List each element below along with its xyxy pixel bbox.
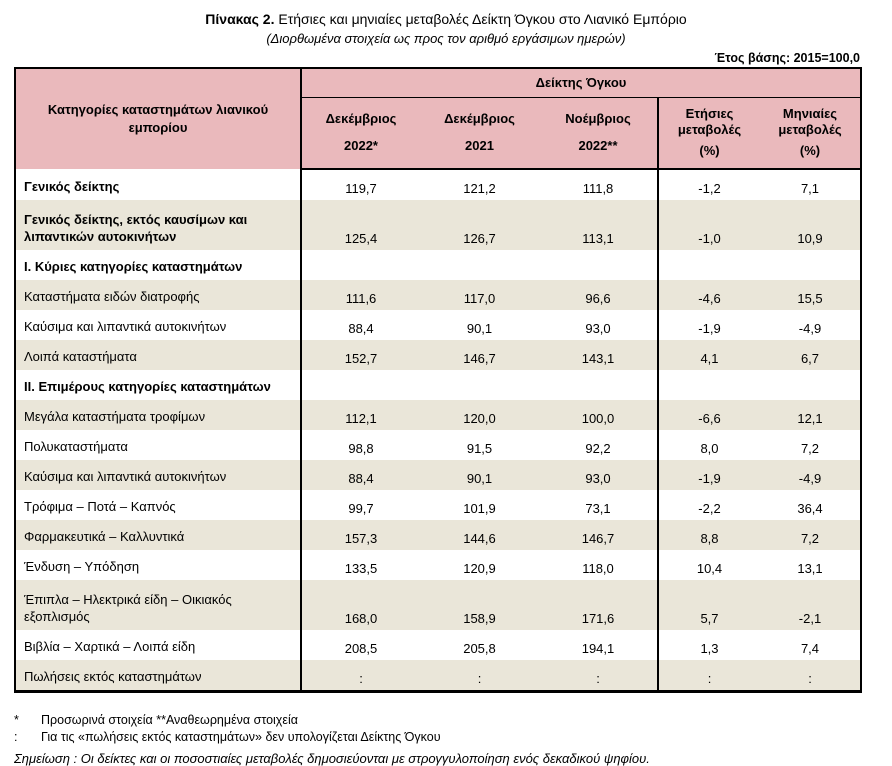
row-label: Βιβλία – Χαρτικά – Λοιπά είδη <box>15 630 301 660</box>
cell-value <box>539 370 658 400</box>
cell-value: 8,8 <box>700 530 719 546</box>
cell-value: : <box>808 670 812 686</box>
cell-value: -1,0 <box>698 230 721 246</box>
column-header-year: 2021 <box>465 138 494 153</box>
cell-value: 5,7 <box>700 610 719 626</box>
row-label: Γενικός δείκτης <box>15 169 301 200</box>
cell-value <box>420 370 539 400</box>
column-header-text: Μηνιαίες μεταβολές <box>778 106 842 138</box>
cell-value: 144,6 <box>463 530 496 546</box>
base-year-label: Έτος βάσης: 2015=100,0 <box>714 50 860 65</box>
table-row <box>15 520 861 550</box>
table-row <box>15 430 861 460</box>
cell-value: 100,0 <box>539 400 658 430</box>
column-header-month: Δεκέμβριος <box>444 110 515 126</box>
cell-value <box>301 250 420 280</box>
table-row <box>15 660 861 692</box>
cell-value: 99,7 <box>348 500 374 516</box>
table-row <box>15 460 861 490</box>
cell-value: 101,9 <box>463 500 496 516</box>
column-header-year: 2022** <box>578 138 618 153</box>
cell-value: 90,1 <box>466 470 493 486</box>
column-header-dec-2022 <box>301 97 420 169</box>
row-label: Λοιπά καταστήματα <box>15 340 301 370</box>
cell-value: -1,9 <box>698 320 721 336</box>
cell-value: 6,7 <box>800 350 820 366</box>
cell-value: 12,1 <box>797 410 823 426</box>
table-row <box>15 200 861 250</box>
volume-index-table <box>14 67 862 693</box>
footnote-marker: * <box>14 712 19 727</box>
cell-value: -1,9 <box>698 470 721 486</box>
row-label: Τρόφιμα – Ποτά – Καπνός <box>15 490 301 520</box>
footnote-colon <box>14 730 860 744</box>
table-row <box>15 490 861 520</box>
footnote-text: Προσωρινά στοιχεία **Αναθεωρημένα στοιχεία <box>41 712 298 727</box>
cell-value: 146,7 <box>463 350 496 366</box>
cell-value: 205,8 <box>463 640 496 656</box>
table-subtitle: (Διορθωμένα στοιχεία ως προς τον αριθμό εργάσιμων ημερών) <box>266 30 626 46</box>
cell-value: 120,0 <box>463 410 496 426</box>
cell-value: : <box>707 670 712 686</box>
table-row <box>15 310 861 340</box>
row-label: Ι. Κύριες κατηγορίες καταστημάτων <box>15 250 301 280</box>
column-header-monthly-change <box>760 97 861 169</box>
cell-value: 171,6 <box>539 580 658 630</box>
cell-value: 7,2 <box>800 440 820 456</box>
cell-value: : <box>359 670 363 686</box>
cell-value: 15,5 <box>797 290 823 306</box>
column-header-year: 2022* <box>344 138 378 153</box>
cell-value: 113,1 <box>539 200 658 250</box>
cell-value: : <box>477 670 482 686</box>
cell-value: 93,0 <box>539 310 658 340</box>
table-title <box>0 0 892 29</box>
table-title-text: Ετήσιες και μηνιαίες μεταβολές Δείκτη Όγκου στο Λιανικό Εμπόριο <box>278 11 687 27</box>
cell-value: -6,6 <box>698 410 721 426</box>
cell-value: 8,0 <box>700 440 719 456</box>
table-row <box>15 250 861 280</box>
column-header-unit: (%) <box>699 142 720 158</box>
table-row <box>15 280 861 310</box>
row-label: Πολυκαταστήματα <box>15 430 301 460</box>
cell-value: 118,0 <box>539 550 658 580</box>
cell-value: 208,5 <box>344 640 378 656</box>
column-header-month: Νοέμβριος <box>565 110 631 126</box>
cell-value: 98,8 <box>348 440 374 456</box>
cell-value <box>760 370 861 400</box>
cell-value: 146,7 <box>539 520 658 550</box>
cell-value <box>760 250 861 280</box>
header-row-group <box>15 68 861 98</box>
cell-value <box>301 370 420 400</box>
cell-value: 111,8 <box>539 169 658 200</box>
row-label: Καύσιμα και λιπαντικά αυτοκινήτων <box>15 310 301 340</box>
cell-value: 92,2 <box>539 430 658 460</box>
cell-value: 126,7 <box>463 230 496 246</box>
cell-value <box>658 250 760 280</box>
cell-value: 119,7 <box>345 180 377 196</box>
cell-value: -2,1 <box>798 610 822 626</box>
cell-value: -2,2 <box>698 500 721 516</box>
footnote-provisional <box>14 713 860 727</box>
cell-value <box>420 250 539 280</box>
footnote-text: Για τις «πωλήσεις εκτός καταστημάτων» δεν υπολογίζεται Δείκτης Όγκου <box>41 729 441 744</box>
row-label: Καταστήματα ειδών διατροφής <box>15 280 301 310</box>
row-label: Καύσιμα και λιπαντικά αυτοκινήτων <box>15 460 301 490</box>
column-header-month: Δεκέμβριος <box>325 110 397 126</box>
cell-value: 133,5 <box>344 560 378 576</box>
cell-value: 13,1 <box>797 560 823 576</box>
row-label: Πωλήσεις εκτός καταστημάτων <box>15 660 301 692</box>
column-header-dec-2021 <box>420 97 539 169</box>
column-group-header-volume-index: Δείκτης Όγκου <box>301 68 861 98</box>
column-header-nov-2022 <box>539 97 658 169</box>
cell-value: 7,4 <box>800 640 820 656</box>
table-number: Πίνακας 2. <box>205 11 275 27</box>
table-row <box>15 630 861 660</box>
cell-value: -1,2 <box>698 180 721 196</box>
cell-value: 7,1 <box>800 180 820 196</box>
cell-value: -4,9 <box>798 470 822 486</box>
cell-value: 1,3 <box>700 640 719 656</box>
cell-value: 168,0 <box>344 610 378 626</box>
table-row <box>15 550 861 580</box>
cell-value: 117,0 <box>463 290 496 306</box>
footnote-marker: : <box>14 729 18 744</box>
table-row <box>15 340 861 370</box>
table-row <box>15 370 861 400</box>
cell-value: -4,9 <box>798 320 822 336</box>
column-header-text: Ετήσιες μεταβολές <box>677 106 742 138</box>
row-label: Γενικός δείκτης, εκτός καυσίμων και λιπαντικών αυτοκινήτων <box>15 200 301 250</box>
cell-value: 7,2 <box>800 530 820 546</box>
cell-value: 120,9 <box>463 560 496 576</box>
row-label: Μεγάλα καταστήματα τροφίμων <box>15 400 301 430</box>
footnotes <box>14 713 860 766</box>
cell-value: 143,1 <box>539 340 658 370</box>
row-label: Ένδυση – Υπόδηση <box>15 550 301 580</box>
column-header-annual-change <box>658 97 760 169</box>
column-header-unit: (%) <box>799 142 821 158</box>
cell-value: 91,5 <box>466 440 493 456</box>
row-label: Έπιπλα – Ηλεκτρικά είδη – Οικιακός εξοπλισμός <box>15 580 301 630</box>
cell-value: 93,0 <box>539 460 658 490</box>
row-label: ΙΙ. Επιμέρους κατηγορίες καταστημάτων <box>15 370 301 400</box>
cell-value: 152,7 <box>344 350 378 366</box>
cell-value: 121,2 <box>463 180 496 196</box>
cell-value: 4,1 <box>700 350 719 366</box>
cell-value: : <box>539 660 658 692</box>
cell-value: 36,4 <box>797 500 823 516</box>
cell-value: 111,6 <box>345 290 377 306</box>
cell-value: 73,1 <box>539 490 658 520</box>
table-body <box>15 169 861 692</box>
cell-value: 157,3 <box>344 530 378 546</box>
table-row <box>15 169 861 200</box>
cell-value: 96,6 <box>539 280 658 310</box>
cell-value: 10,4 <box>696 560 723 576</box>
cell-value: 112,1 <box>345 410 377 426</box>
cell-value: 90,1 <box>466 320 493 336</box>
cell-value: 88,4 <box>348 470 374 486</box>
table-row <box>15 580 861 630</box>
column-header-categories: Κατηγορίες καταστημάτων λιανικού εμπορίου <box>15 68 301 169</box>
cell-value: 194,1 <box>539 630 658 660</box>
cell-value: -4,6 <box>698 290 721 306</box>
cell-value: 10,9 <box>797 230 823 246</box>
cell-value: 158,9 <box>463 610 496 626</box>
row-label: Φαρμακευτικά – Καλλυντικά <box>15 520 301 550</box>
cell-value <box>539 250 658 280</box>
cell-value: 88,4 <box>348 320 374 336</box>
table-row <box>15 400 861 430</box>
rounding-note: Σημείωση : Οι δείκτες και οι ποσοστιαίες μεταβολές δημοσιεύονται με στρογγυλοποίηση ενός δεκαδικού ψηφίου. <box>14 750 650 766</box>
cell-value: 125,4 <box>344 230 378 246</box>
cell-value <box>658 370 760 400</box>
